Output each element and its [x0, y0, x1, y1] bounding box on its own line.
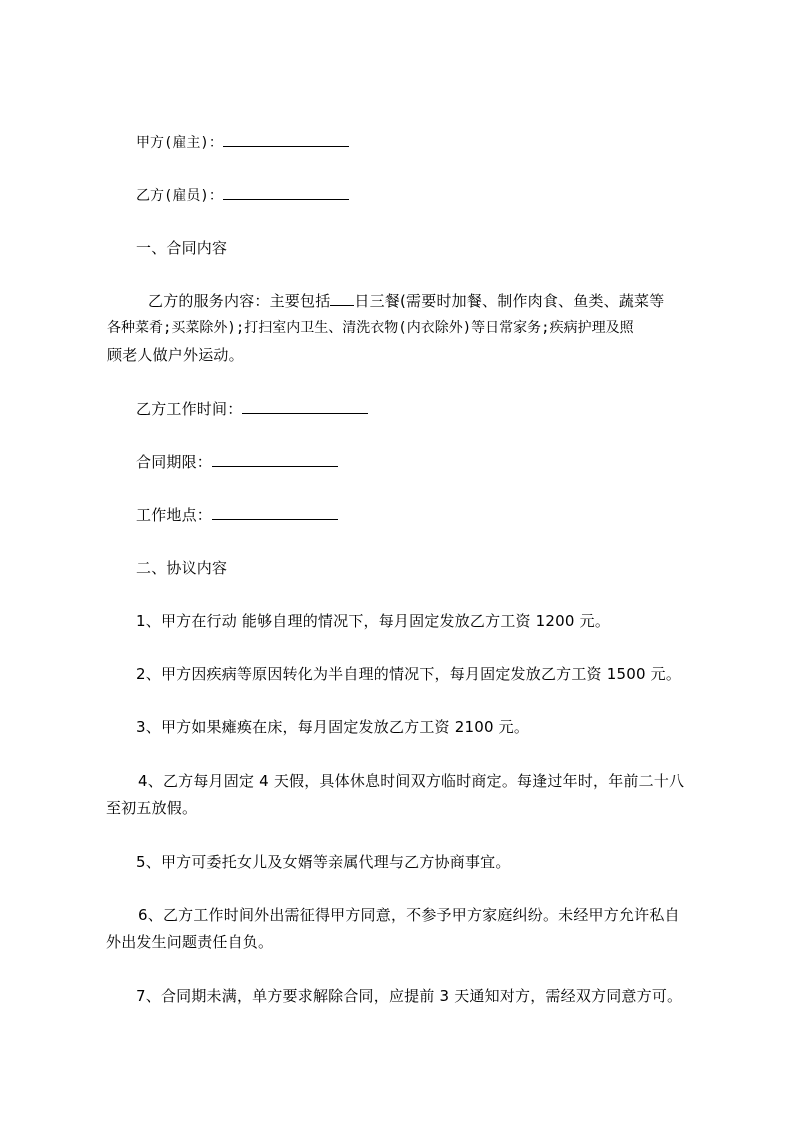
party-a-label: 甲方(雇主)：	[136, 135, 223, 151]
work-location-blank	[212, 505, 338, 520]
work-time-line	[136, 399, 368, 419]
service-prefix: 乙方的服务内容：主要包括	[148, 292, 331, 310]
clause-7: 7、合同期未满，单方要求解除合同，应提前 3 天通知对方，需经双方同意方可。	[136, 987, 683, 1005]
service-line-3: 顾老人做户外运动。	[107, 346, 244, 364]
clause-4-line-1: 4、乙方每月固定 4 天假，具体休息时间双方临时商定。每逢过年时，年前二十八	[138, 772, 685, 790]
clause-1: 1、甲方在行动 能够自理的情况下，每月固定发放乙方工资 1200 元。	[136, 612, 611, 630]
clause-2: 2、甲方因疾病等原因转化为半自理的情况下，每月固定发放乙方工资 1500 元。	[136, 665, 682, 683]
meals-blank	[330, 291, 354, 306]
party-b-line	[136, 185, 349, 206]
section-2-heading: 二、协议内容	[136, 559, 228, 577]
clause-4-line-2: 至初五放假。	[106, 799, 198, 817]
clause-3: 3、甲方如果瘫痪在床，每月固定发放乙方工资 2100 元。	[136, 718, 530, 736]
clause-5: 5、甲方可委托女儿及女婿等亲属代理与乙方协商事宜。	[136, 853, 511, 871]
clause-6-line-2: 外出发生问题责任自负。	[106, 933, 274, 951]
clause-6-line-1: 6、乙方工作时间外出需征得甲方同意，不参予甲方家庭纠纷。未经甲方允许私自	[138, 906, 680, 924]
service-line-1	[148, 291, 664, 311]
work-location-line	[136, 505, 338, 525]
party-a-blank	[223, 132, 349, 147]
contract-term-line	[136, 452, 338, 472]
work-time-blank	[242, 399, 368, 414]
work-location-label: 工作地点：	[136, 506, 213, 524]
service-line-2: 各种菜肴;买菜除外);打扫室内卫生、清洗衣物(内衣除外)等日常家务;疾病护理及照	[107, 320, 634, 336]
work-time-label: 乙方工作时间：	[136, 400, 243, 418]
contract-term-label: 合同期限：	[136, 453, 213, 471]
service-line-1-rest: 日三餐(需要时加餐、制作肉食、鱼类、蔬菜等	[354, 292, 665, 310]
contract-term-blank	[212, 452, 338, 467]
party-b-label: 乙方(雇员)：	[136, 188, 223, 204]
party-a-line	[136, 132, 349, 153]
section-1-heading: 一、合同内容	[136, 239, 228, 257]
party-b-blank	[223, 185, 349, 200]
